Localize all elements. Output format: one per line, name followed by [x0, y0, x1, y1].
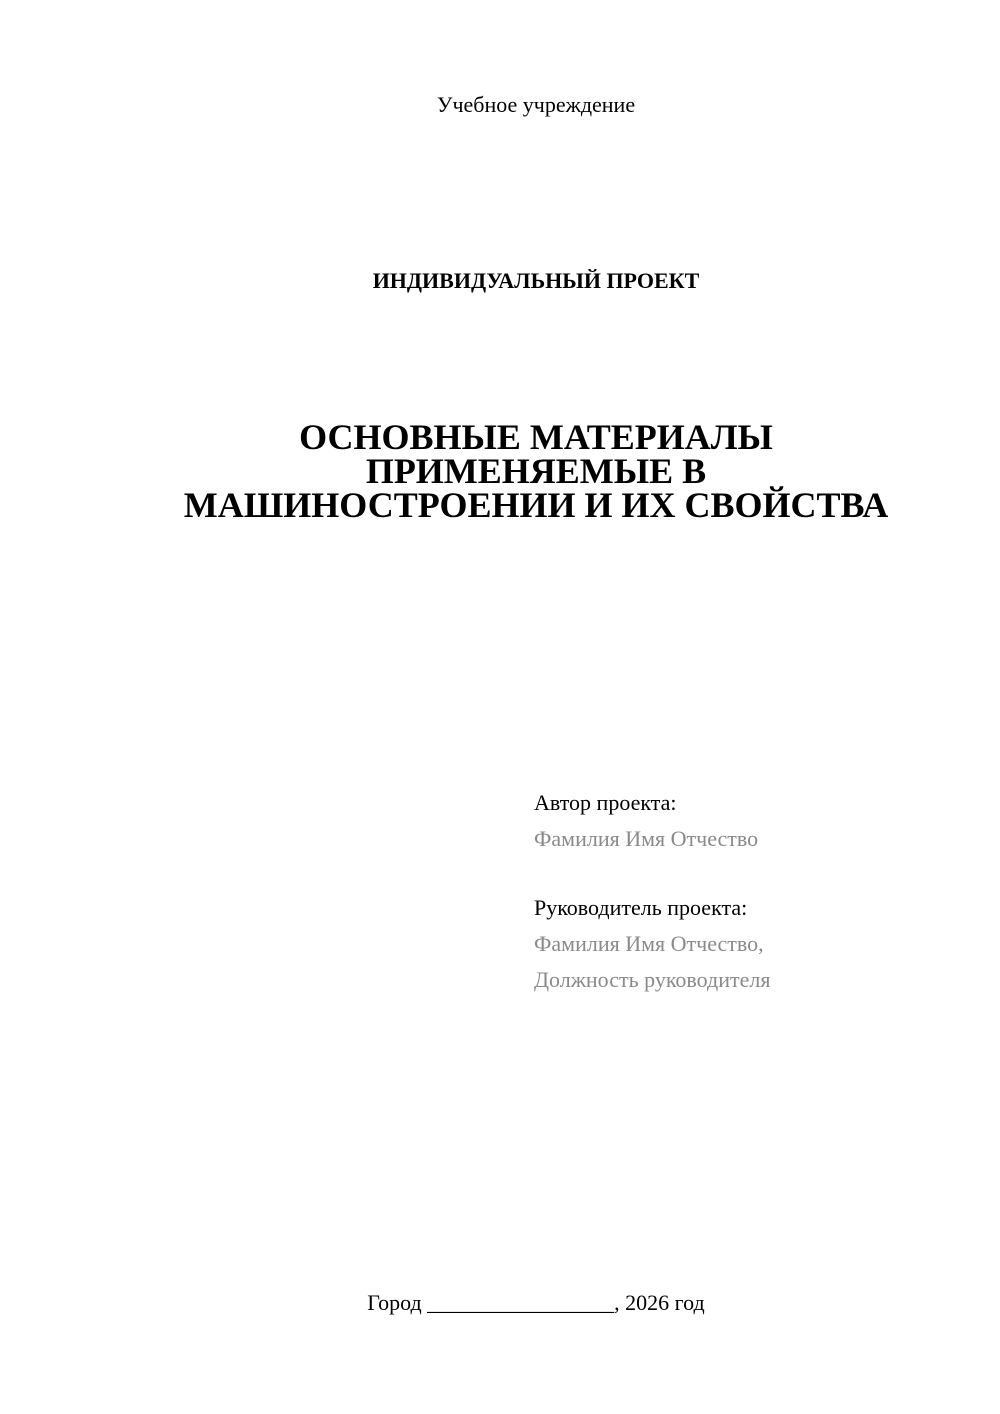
- project-type-heading: ИНДИВИДУАЛЬНЫЙ ПРОЕКТ: [372, 268, 700, 293]
- supervisor-block: [534, 890, 974, 998]
- author-block: [534, 785, 974, 857]
- project-title-line-1: ОСНОВНЫЕ МАТЕРИАЛЫ: [299, 417, 773, 457]
- supervisor-name-placeholder: Фамилия Имя Отчество,: [534, 931, 764, 956]
- author-name-placeholder: Фамилия Имя Отчество: [534, 826, 759, 851]
- author-label: Автор проекта:: [534, 790, 677, 815]
- project-title: [100, 417, 972, 525]
- project-title-line-3: МАШИНОСТРОЕНИИ И ИХ СВОЙСТВА: [183, 485, 889, 525]
- city-year-line: Город _________________, 2026 год: [367, 1290, 705, 1315]
- institution-name: Учебное учреждение: [436, 92, 636, 117]
- supervisor-label: Руководитель проекта:: [534, 895, 748, 920]
- supervisor-position-placeholder: Должность руководителя: [534, 967, 771, 992]
- project-title-line-2: ПРИМЕНЯЕМЫЕ В: [365, 451, 707, 491]
